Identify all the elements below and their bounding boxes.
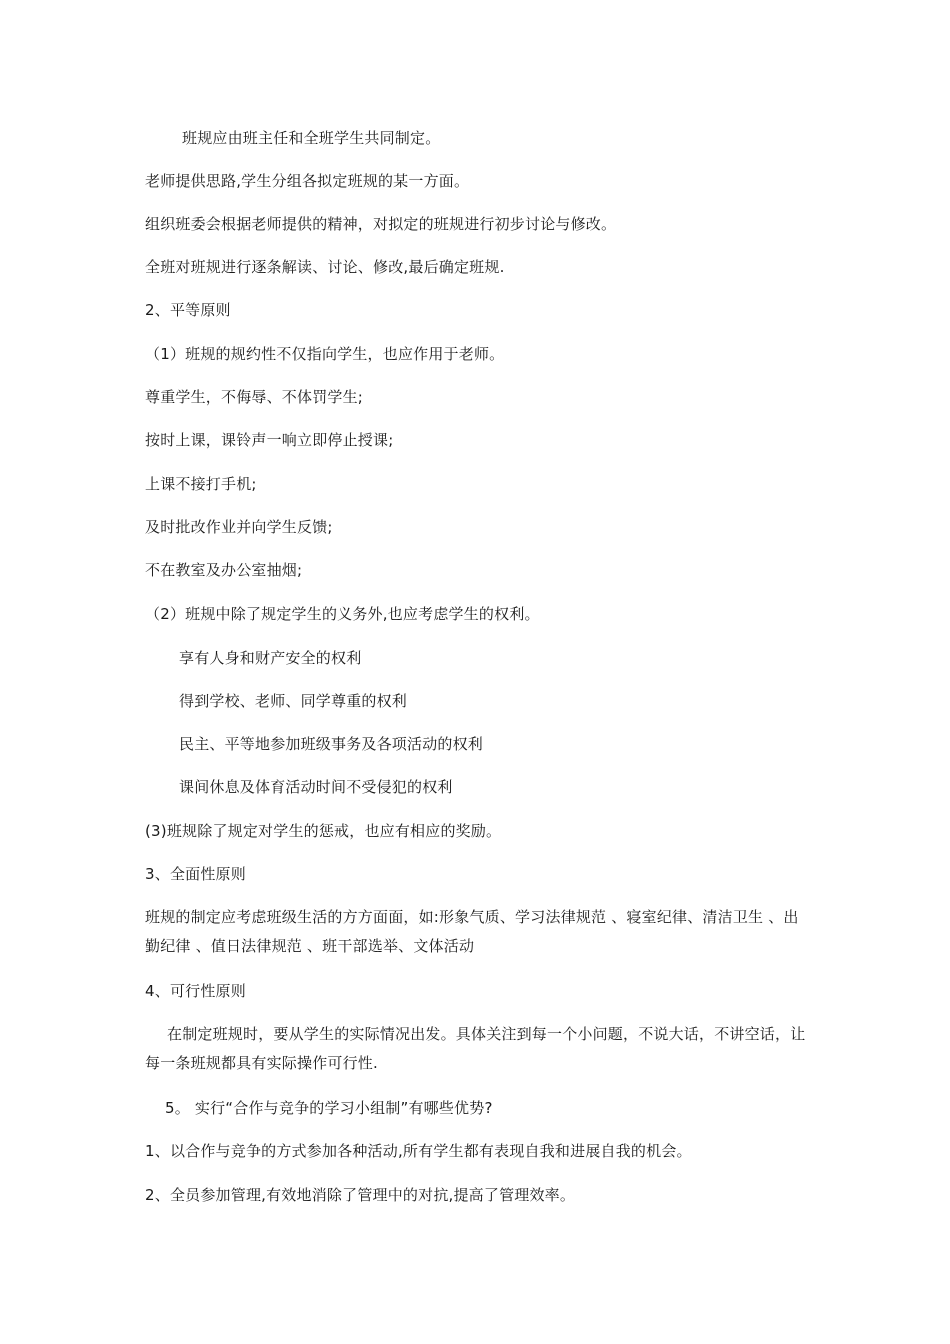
paragraph-line: 2、全员参加管理,有效地消除了管理中的对抗,提高了管理效率。 bbox=[145, 1186, 576, 1204]
paragraph-line: （1）班规的规约性不仅指向学生，也应作用于老师。 bbox=[145, 345, 505, 363]
paragraph-line: (3)班规除了规定对学生的惩戒，也应有相应的奖励。 bbox=[145, 822, 502, 840]
paragraph-line: （2）班规中除了规定学生的义务外,也应考虑学生的权利。 bbox=[145, 605, 540, 623]
paragraph-line: 不在教室及办公室抽烟; bbox=[145, 561, 303, 579]
paragraph: 在制定班规时，要从学生的实际情况出发。具体关注到每一个小问题，不说大话，不讲空话，让每一条班规都具有实际操作可行性. bbox=[145, 1025, 806, 1072]
paragraph-line: 全班对班规进行逐条解读、讨论、修改,最后确定班规. bbox=[145, 258, 505, 276]
question-heading: 5。 实行“合作与竞争的学习小组制”有哪些优势? bbox=[165, 1099, 493, 1117]
paragraph-line: 上课不接打手机; bbox=[145, 475, 257, 493]
paragraph-line: 组织班委会根据老师提供的精神，对拟定的班规进行初步讨论与修改。 bbox=[145, 215, 617, 233]
section-heading: 2、平等原则 bbox=[145, 301, 231, 319]
list-item: 得到学校、老师、同学尊重的权利 bbox=[179, 692, 408, 710]
paragraph: 班规的制定应考虑班级生活的方方面面，如:形象气质、学习法律规范 、寝室纪律、清洁卫生 、出勤纪律 、值日法律规范 、班干部选举、文体活动 bbox=[145, 908, 799, 955]
paragraph-line: 及时批改作业并向学生反馈; bbox=[145, 518, 333, 536]
list-item: 享有人身和财产安全的权利 bbox=[179, 649, 362, 667]
list-item: 课间休息及体育活动时间不受侵犯的权利 bbox=[179, 778, 453, 796]
paragraph-line: 按时上课，课铃声一响立即停止授课; bbox=[145, 431, 394, 449]
paragraph-line: 尊重学生，不侮辱、不体罚学生; bbox=[145, 388, 364, 406]
section-heading: 3、全面性原则 bbox=[145, 865, 246, 883]
paragraph-line: 班规应由班主任和全班学生共同制定。 bbox=[182, 129, 441, 147]
list-item: 民主、平等地参加班级事务及各项活动的权利 bbox=[179, 735, 484, 753]
section-heading: 4、可行性原则 bbox=[145, 982, 246, 1000]
paragraph-line: 1、以合作与竞争的方式参加各种活动,所有学生都有表现自我和进展自我的机会。 bbox=[145, 1142, 692, 1160]
paragraph-line: 老师提供思路,学生分组各拟定班规的某一方面。 bbox=[145, 172, 470, 190]
